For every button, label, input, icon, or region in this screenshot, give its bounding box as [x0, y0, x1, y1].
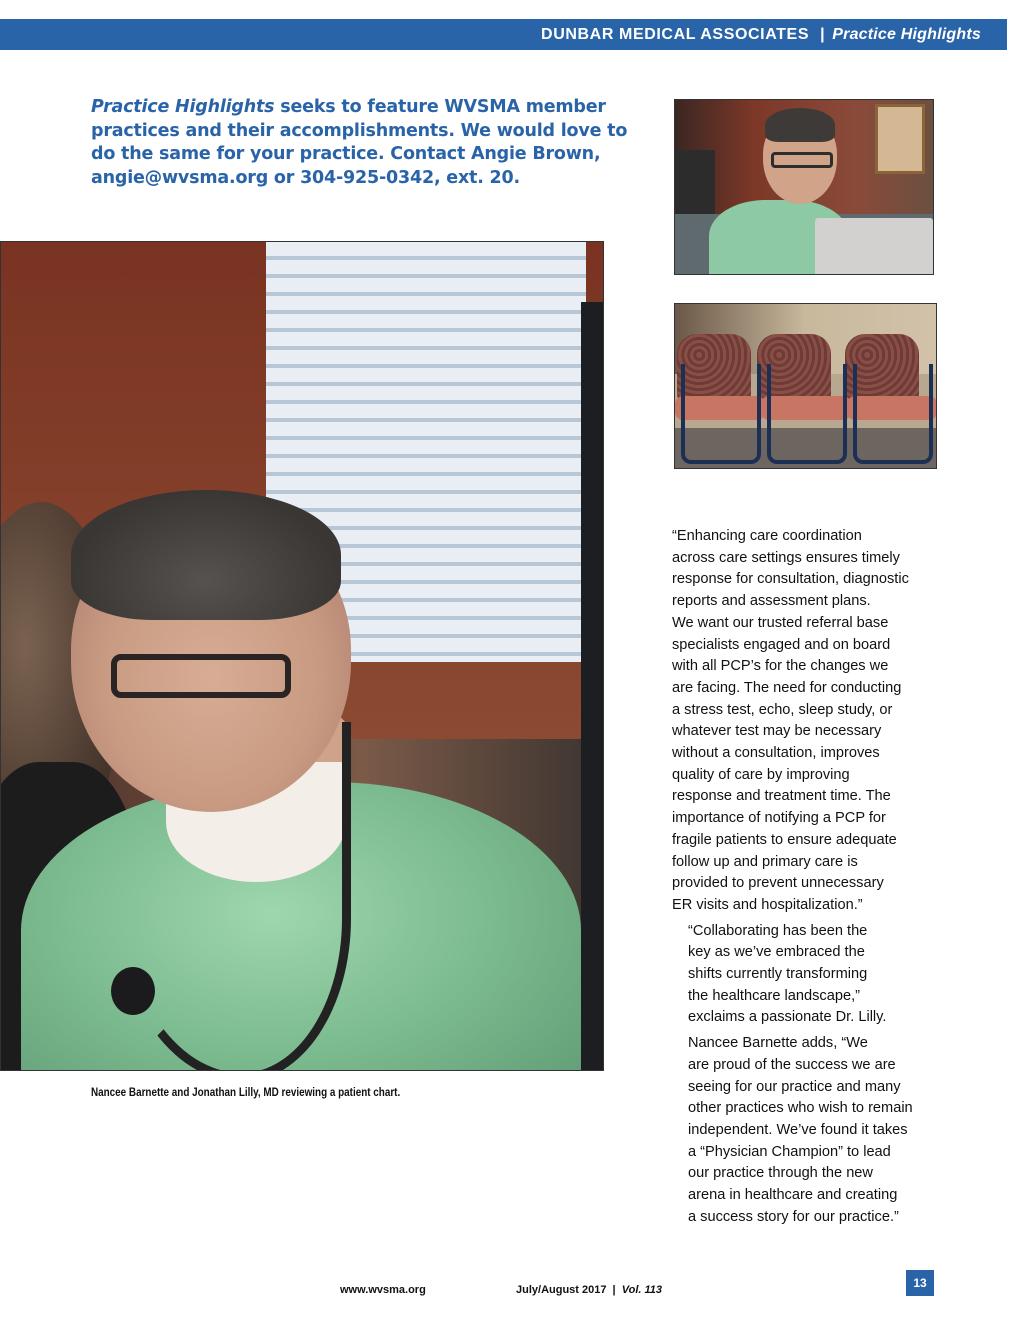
body-line: independent. We’ve found it takes — [688, 1121, 908, 1138]
intro-lead: Practice Highlights — [91, 97, 275, 117]
body-line: reports and assessment plans. — [672, 593, 871, 610]
body-line: key as we’ve embraced the — [688, 944, 865, 961]
body-line: “Enhancing care coordination — [672, 528, 862, 544]
body-line: fragile patients to ensure adequate — [672, 831, 897, 848]
body-line: are facing. The need for conducting — [672, 679, 902, 696]
page-number: 13 — [906, 1270, 934, 1296]
body-line: are proud of the success we are — [688, 1056, 896, 1073]
body-line: specialists engaged and on board — [672, 636, 891, 653]
paragraph-3 — [672, 1033, 947, 1228]
body-line: quality of care by improving — [672, 766, 850, 783]
main-photo — [0, 241, 604, 1071]
body-line: across care settings ensures timely — [672, 549, 900, 566]
article-body — [672, 526, 947, 1233]
body-line: exclaims a passionate Dr. Lilly. — [688, 1009, 887, 1026]
footer-issue — [516, 1284, 662, 1296]
body-line: shifts currently transforming — [688, 966, 868, 983]
paragraph-2 — [672, 921, 947, 1030]
intro-text: seeks to feature WVSMA member practices and their accomplishments. We would love to do the same for your practice. Contact Angie Brown, angie@wvsma.org or 304-925-0342, ext. 20. — [91, 97, 628, 188]
body-line: our practice through the new — [688, 1165, 873, 1182]
body-line: whatever test may be necessary — [672, 723, 882, 740]
body-line: without a consultation, improves — [672, 745, 880, 762]
header-section: Practice Highlights — [832, 26, 981, 43]
waiting-room-photo — [674, 303, 937, 469]
body-line: follow up and primary care is — [672, 853, 858, 870]
header-separator: | — [820, 26, 826, 43]
header-bar — [0, 19, 1007, 50]
body-line: importance of notifying a PCP for — [672, 810, 886, 827]
footer-url: www.wvsma.org — [340, 1284, 426, 1296]
body-line: seeing for our practice and many — [688, 1078, 901, 1095]
body-line: provided to prevent unnecessary — [672, 875, 884, 892]
photo-caption: Nancee Barnette and Jonathan Lilly, MD reviewing a patient chart. — [91, 1087, 401, 1099]
body-line: arena in healthcare and creating — [688, 1187, 898, 1204]
footer-date: July/August 2017 — [516, 1284, 607, 1296]
footer-volume: Vol. 113 — [621, 1284, 663, 1296]
body-line: “Collaborating has been the — [688, 922, 868, 939]
body-line: a stress test, echo, sleep study, or — [672, 701, 893, 718]
paragraph-1 — [672, 526, 947, 917]
body-line: a “Physician Champion” to lead — [688, 1143, 891, 1160]
body-line: other practices who wish to remain — [688, 1100, 913, 1117]
body-line: response and treatment time. The — [672, 788, 891, 805]
body-line: a success story for our practice.” — [688, 1208, 899, 1225]
body-line: the healthcare landscape,” — [688, 987, 860, 1004]
body-line: response for consultation, diagnostic — [672, 571, 909, 588]
body-line: We want our trusted referral base — [672, 614, 889, 631]
doctor-at-desk-photo — [674, 99, 934, 275]
body-line: ER visits and hospitalization.” — [672, 896, 863, 913]
intro-callout — [91, 96, 631, 190]
footer-separator: | — [612, 1284, 616, 1296]
header-publication: DUNBAR MEDICAL ASSOCIATES — [541, 26, 810, 43]
body-line: with all PCP’s for the changes we — [672, 658, 889, 675]
stethoscope — [111, 722, 351, 1071]
header-title — [541, 26, 981, 44]
body-line: Nancee Barnette adds, “We — [688, 1035, 868, 1052]
